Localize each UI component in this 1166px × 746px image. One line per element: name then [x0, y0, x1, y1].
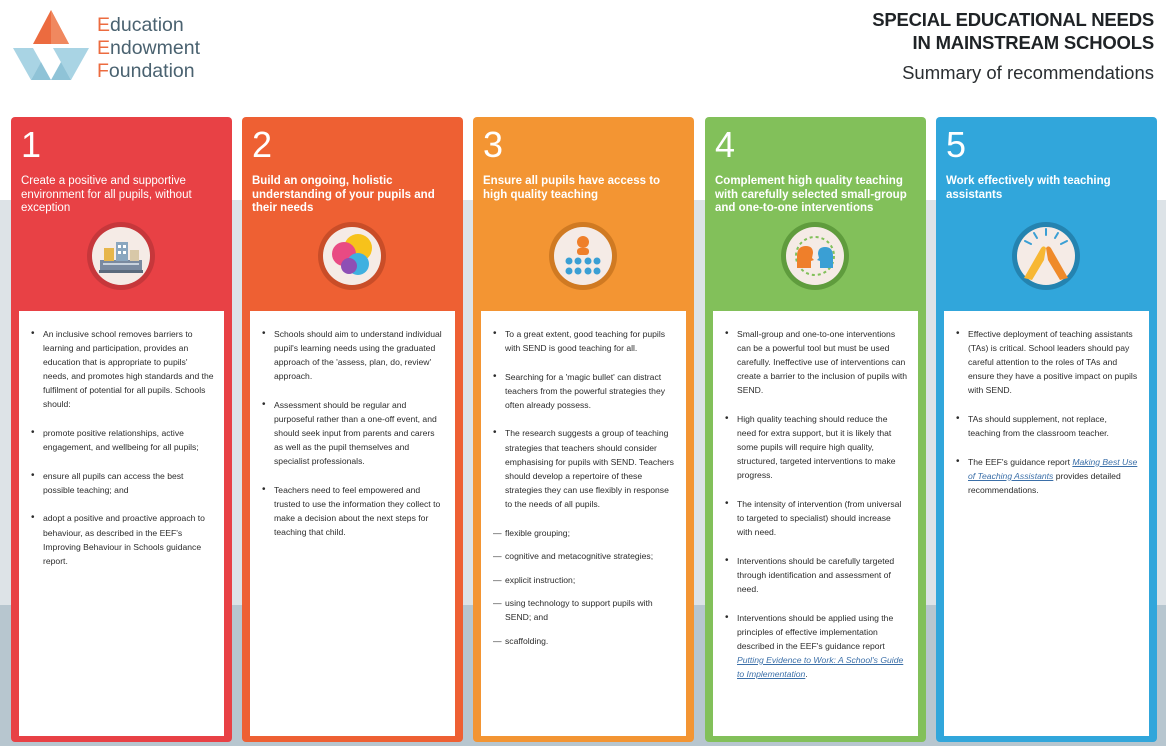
list-item — [725, 611, 908, 681]
card-header — [936, 117, 1157, 311]
school-building-icon — [85, 220, 157, 292]
card-header — [242, 117, 463, 311]
document-title-line2: IN MAINSTREAM SCHOOLS — [912, 32, 1154, 53]
card-number: 3 — [483, 124, 504, 165]
card-header — [705, 117, 926, 311]
list-item: • To a great extent, good teaching for pupils with SEND is good teaching for all. — [493, 327, 676, 355]
card-body — [713, 311, 918, 736]
eef-logo-icon — [11, 8, 91, 84]
recommendation-card-4 — [705, 117, 926, 742]
list-item-text-end: . — [805, 668, 808, 679]
pupil-heads-icon — [316, 220, 388, 292]
card-body — [250, 311, 455, 736]
list-item: • adopt a positive and proactive approach to behaviour, as described in the EEF's Improving Behaviour in Schools guidance report. — [31, 511, 214, 567]
card-header — [11, 117, 232, 311]
document-title — [872, 8, 1154, 54]
list-item: • Effective deployment of teaching assistants (TAs) is critical. School leaders should pay careful attention to the roles of TAs and ensure they have a positive impact on pupils with SEND. — [956, 327, 1139, 397]
card-body — [19, 311, 224, 736]
teacher-class-icon — [547, 220, 619, 292]
list-item: • High quality teaching should reduce the need for extra support, but it is likely that some pupils will require high quality, structured, targeted interventions to make progress. — [725, 412, 908, 482]
dash-list-item: — scaffolding. — [493, 634, 676, 648]
document-title-line1: SPECIAL EDUCATIONAL NEEDS — [872, 9, 1154, 30]
recommendation-card-2 — [242, 117, 463, 742]
list-item: • Assessment should be regular and purposeful rather than a one-off event, and should seek input from parents and carers as well as the pupil themselves and specialist professionals. — [262, 398, 445, 468]
document-subtitle: Summary of recommendations — [902, 62, 1154, 83]
list-item: • TAs should supplement, not replace, teaching from the classroom teacher. — [956, 412, 1139, 440]
recommendation-card-1 — [11, 117, 232, 742]
list-item: • The research suggests a group of teaching strategies that teachers should consider emphasising for pupils with SEND. Teachers should develop a repertoire of these strategies they can use flexibly in response to the needs of all pupils. — [493, 426, 676, 511]
card-body — [481, 311, 686, 736]
list-item: • Small-group and one-to-one interventions can be a powerful tool but must be used carefully. Ineffective use of interventions can create a barrier to the inclusion of pupils with SEND. — [725, 327, 908, 397]
list-item — [956, 455, 1139, 497]
list-item: • Teachers need to feel empowered and trusted to use the information they collect to make a decision about the next steps for teaching that child. — [262, 483, 445, 539]
card-heading: Ensure all pupils have access to high quality teaching — [483, 175, 661, 201]
recommendation-card-3 — [473, 117, 694, 742]
list-item: • Schools should aim to understand individual pupil's learning needs using the graduated approach of the 'assess, plan, do, review' approach. — [262, 327, 445, 383]
implementation-guide-link[interactable]: Putting Evidence to Work: A School's Guide to Implementation — [737, 654, 904, 679]
list-item: • promote positive relationships, active engagement, and wellbeing for all pupils; — [31, 426, 214, 454]
high-five-icon — [1010, 220, 1082, 292]
list-item: • An inclusive school removes barriers to learning and participation, provides an education that is appropriate to pupils' needs, and promotes high standards and the fulfilment of potential for all pupils. Schools should: — [31, 327, 214, 412]
dash-list-item: — using technology to support pupils with SEND; and — [493, 596, 676, 624]
card-heading: Create a positive and supportive environment for all pupils, without exception — [21, 175, 192, 214]
list-item-text: Interventions should be applied using the principles of effective implementation described in the EEF's guidance report — [737, 612, 894, 651]
dash-list-item: — cognitive and metacognitive strategies; — [493, 549, 676, 563]
list-item: • Searching for a 'magic bullet' can distract teachers from the powerful strategies they often already possess. — [493, 370, 676, 412]
card-number: 5 — [946, 124, 967, 165]
card-header — [473, 117, 694, 311]
card-number: 1 — [21, 124, 42, 165]
card-number: 2 — [252, 124, 273, 165]
two-heads-icon — [779, 220, 851, 292]
logo-wordmark: Education Endowment Foundation — [97, 14, 200, 82]
list-item-text: The EEF's guidance report — [968, 456, 1073, 467]
list-item: • Interventions should be carefully targeted through identification and assessment of need. — [725, 554, 908, 596]
card-heading: Complement high quality teaching with carefully selected small-group and one-to-one interventions — [715, 175, 907, 214]
teaching-assistants-guide-link[interactable]: Making Best Use of Teaching Assistants — [968, 456, 1138, 481]
dash-list-item: — flexible grouping; — [493, 526, 676, 540]
card-heading: Build an ongoing, holistic understanding of your pupils and their needs — [252, 175, 435, 214]
card-body — [944, 311, 1149, 736]
list-item: • The intensity of intervention (from universal to targeted to specialist) should increase with need. — [725, 497, 908, 539]
card-number: 4 — [715, 124, 736, 165]
recommendation-card-5 — [936, 117, 1157, 742]
list-item-text-end: provides detailed recommendations. — [968, 470, 1121, 495]
card-heading: Work effectively with teaching assistants — [946, 175, 1111, 201]
list-item: • ensure all pupils can access the best possible teaching; and — [31, 469, 214, 497]
eef-logo — [11, 8, 221, 86]
dash-list-item: — explicit instruction; — [493, 573, 676, 587]
